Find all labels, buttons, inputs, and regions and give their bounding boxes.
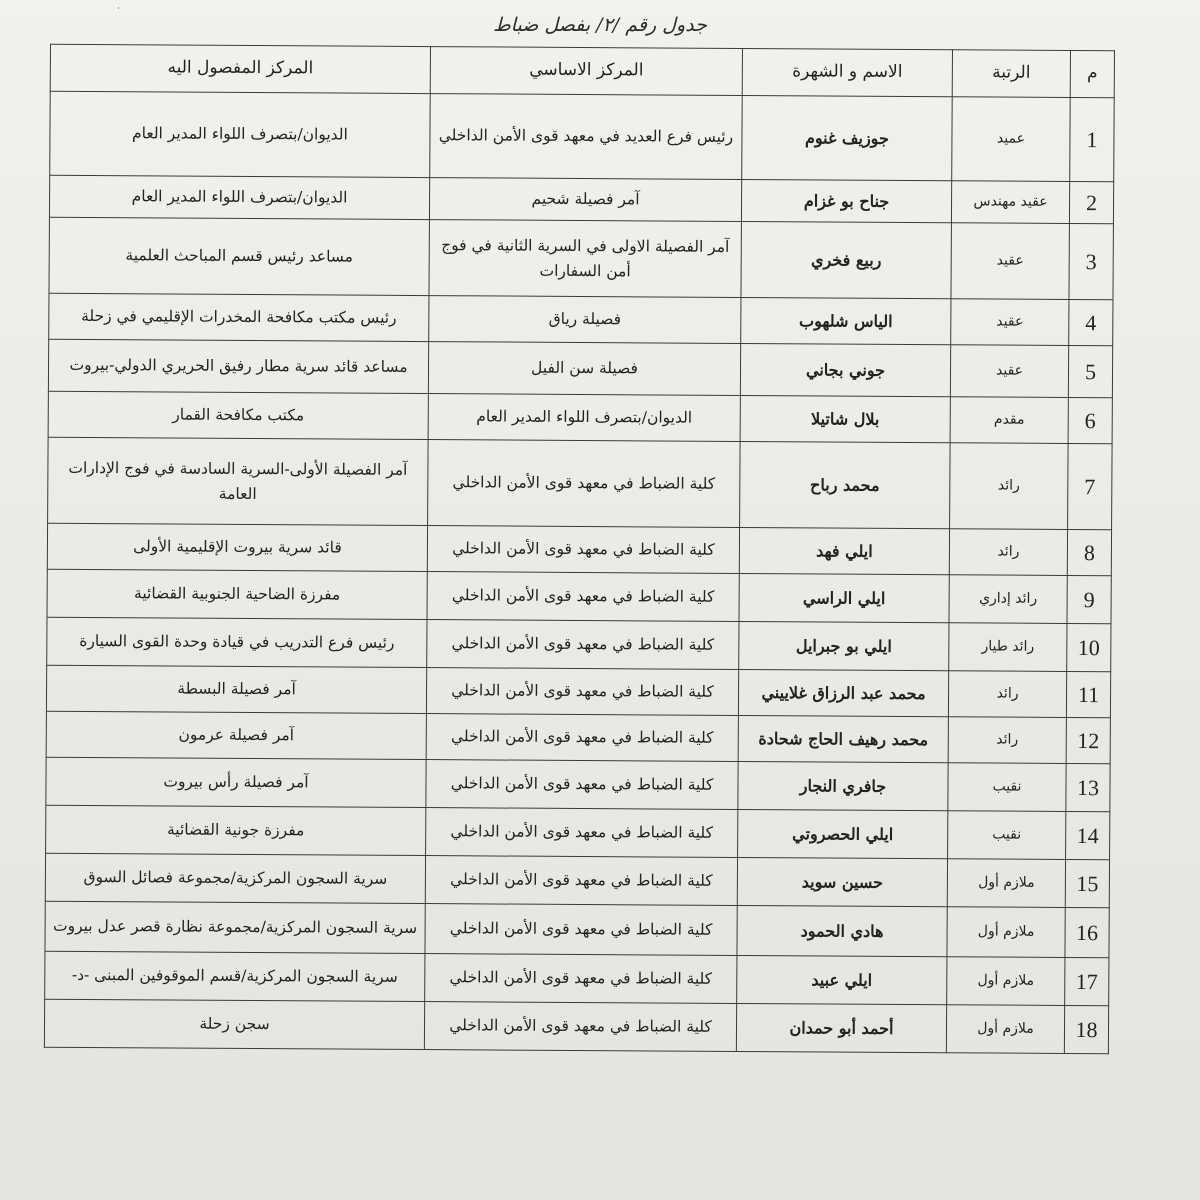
- row-number: 10: [1067, 623, 1111, 671]
- row-rank: رائد: [950, 443, 1069, 530]
- row-destination: سرية السجون المركزية/مجموعة فصائل السوق: [45, 853, 425, 903]
- row-origin: رئيس فرع العديد في معهد قوى الأمن الداخلي: [430, 94, 743, 180]
- row-destination: آمر فصيلة عرمون: [46, 711, 426, 759]
- row-number: 11: [1066, 671, 1110, 717]
- paper-speck: ˙: [116, 7, 121, 18]
- row-rank: عميد: [952, 97, 1071, 182]
- row-destination: مساعد قائد سرية مطار رفيق الحريري الدولي-بيروت: [48, 339, 428, 393]
- table-row: [47, 569, 1111, 623]
- row-name: الياس شلهوب: [741, 297, 951, 344]
- row-rank: عقيد: [951, 223, 1069, 300]
- row-destination: رئيس مكتب مكافحة المخدرات الإقليمي في زحلة: [49, 293, 429, 341]
- row-name: ايلي بو جبرايل: [739, 621, 949, 670]
- row-number: 12: [1066, 717, 1110, 763]
- table-row: [48, 437, 1113, 529]
- row-origin: كلية الضباط في معهد قوى الأمن الداخلي: [426, 808, 738, 858]
- row-name: حسين سويد: [737, 857, 947, 906]
- row-origin: آمر فصيلة شحيم: [429, 178, 741, 222]
- row-number: 6: [1068, 397, 1112, 443]
- row-name: ايلي عبيد: [737, 955, 947, 1004]
- row-destination: قائد سرية بيروت الإقليمية الأولى: [47, 523, 427, 571]
- row-origin: كلية الضباط في معهد قوى الأمن الداخلي: [427, 620, 739, 670]
- row-number: 7: [1068, 443, 1113, 529]
- header-name: الاسم و الشهرة: [742, 48, 952, 96]
- header-num: م: [1070, 50, 1114, 97]
- row-rank: رائد إداري: [949, 575, 1067, 624]
- table-row: [47, 617, 1111, 671]
- row-rank: رائد: [948, 717, 1066, 764]
- row-rank: ملازم أول: [947, 859, 1065, 908]
- header-origin: المركز الاساسي: [430, 47, 742, 96]
- row-rank: عقيد: [951, 299, 1069, 346]
- row-destination: آمر فصيلة رأس بيروت: [46, 757, 426, 807]
- row-destination: آمر الفصيلة الأولى-السرية السادسة في فوج الإدارات العامة: [48, 437, 429, 525]
- table-row: [48, 339, 1112, 397]
- header-rank: الرتبة: [952, 50, 1070, 98]
- row-number: 16: [1065, 907, 1109, 957]
- row-destination: الديوان/بتصرف اللواء المدير العام: [50, 91, 431, 177]
- row-destination: الديوان/بتصرف اللواء المدير العام: [49, 175, 429, 219]
- row-number: 14: [1066, 811, 1110, 859]
- table-row: [45, 951, 1109, 1005]
- table-row: [45, 901, 1109, 957]
- table-row: [45, 853, 1109, 907]
- table-row: [49, 217, 1113, 299]
- row-name: ايلي الحصروتي: [738, 809, 948, 858]
- row-name: محمد رهيف الحاج شحادة: [738, 715, 948, 762]
- row-origin: كلية الضباط في معهد قوى الأمن الداخلي: [427, 526, 739, 574]
- row-destination: مساعد رئيس قسم المباحث العلمية: [49, 217, 429, 295]
- row-rank: ملازم أول: [947, 907, 1065, 958]
- row-destination: رئيس فرع التدريب في قيادة وحدة القوى السيارة: [47, 617, 427, 667]
- row-origin: كلية الضباط في معهد قوى الأمن الداخلي: [428, 440, 741, 528]
- row-origin: كلية الضباط في معهد قوى الأمن الداخلي: [425, 954, 737, 1004]
- table-row: [50, 91, 1114, 181]
- row-destination: مكتب مكافحة القمار: [48, 391, 428, 439]
- table-row: [46, 805, 1110, 859]
- row-name: جناح بو غزام: [741, 179, 951, 222]
- row-number: 9: [1067, 575, 1111, 623]
- row-number: 13: [1066, 763, 1110, 811]
- row-origin: كلية الضباط في معهد قوى الأمن الداخلي: [425, 904, 737, 956]
- row-origin: الديوان/بتصرف اللواء المدير العام: [428, 394, 740, 442]
- row-rank: ملازم أول: [946, 1005, 1064, 1054]
- table-row: [49, 175, 1113, 223]
- table-row: [46, 711, 1110, 763]
- row-name: أحمد أبو حمدان: [736, 1003, 946, 1052]
- row-number: 18: [1064, 1005, 1108, 1053]
- row-rank: رائد: [949, 529, 1067, 576]
- row-origin: كلية الضباط في معهد قوى الأمن الداخلي: [424, 1002, 736, 1052]
- row-rank: عقيد مهندس: [951, 181, 1069, 224]
- row-number: 5: [1068, 345, 1112, 397]
- table-row: [48, 391, 1112, 443]
- row-name: جوزيف غنوم: [742, 95, 953, 180]
- table-row: [47, 523, 1111, 575]
- row-destination: مفرزة الضاحية الجنوبية القضائية: [47, 569, 427, 619]
- row-rank: عقيد: [950, 345, 1068, 398]
- row-origin: كلية الضباط في معهد قوى الأمن الداخلي: [426, 760, 738, 810]
- row-destination: سرية السجون المركزية/قسم الموقوفين المبنى -د-: [45, 951, 425, 1001]
- row-name: هادي الحمود: [737, 905, 947, 956]
- row-rank: مقدم: [950, 397, 1068, 444]
- row-origin: كلية الضباط في معهد قوى الأمن الداخلي: [426, 714, 738, 762]
- row-rank: نقيب: [948, 811, 1066, 860]
- header-destination: المركز المفصول اليه: [50, 44, 430, 93]
- row-name: ايلي الراسي: [739, 573, 949, 622]
- table-row: [44, 999, 1108, 1053]
- row-rank: نقيب: [948, 763, 1066, 812]
- row-number: 1: [1070, 97, 1115, 181]
- row-origin: كلية الضباط في معهد قوى الأمن الداخلي: [426, 668, 738, 716]
- row-name: ربيع فخري: [741, 221, 951, 298]
- row-name: بلال شاتيلا: [740, 395, 950, 442]
- row-number: 3: [1069, 223, 1113, 299]
- table-header-row: [50, 44, 1114, 97]
- row-destination: سرية السجون المركزية/مجموعة نظارة قصر عدل بيروت: [45, 901, 425, 953]
- row-destination: مفرزة جونية القضائية: [46, 805, 426, 855]
- row-origin: كلية الضباط في معهد قوى الأمن الداخلي: [427, 572, 739, 622]
- row-rank: رائد طيار: [949, 623, 1067, 672]
- row-origin: كلية الضباط في معهد قوى الأمن الداخلي: [425, 856, 737, 906]
- row-rank: رائد: [948, 671, 1066, 718]
- row-name: جوني بجاني: [740, 343, 950, 396]
- row-destination: سجن زحلة: [44, 999, 424, 1049]
- document-title: جدول رقم /٢/ بفصل ضباط: [493, 14, 707, 36]
- row-name: محمد رباح: [740, 441, 951, 528]
- row-name: جافري النجار: [738, 761, 948, 810]
- row-number: 17: [1065, 957, 1109, 1005]
- row-number: 4: [1069, 299, 1113, 345]
- row-destination: آمر فصيلة البسطة: [46, 665, 426, 713]
- row-name: محمد عبد الرزاق غلاييني: [738, 669, 948, 716]
- officers-transfer-table: [44, 44, 1115, 1054]
- row-origin: فصيلة رياق: [429, 296, 741, 344]
- row-name: ايلي فهد: [739, 527, 949, 574]
- table-row: [46, 757, 1110, 811]
- row-rank: ملازم أول: [947, 957, 1065, 1006]
- row-number: 15: [1065, 859, 1109, 907]
- row-number: 8: [1067, 529, 1111, 575]
- row-origin: آمر الفصيلة الاولى في السرية الثانية في فوج أمن السفارات: [429, 220, 741, 298]
- row-origin: فصيلة سن الفيل: [428, 342, 740, 396]
- row-number: 2: [1069, 181, 1113, 223]
- table-row: [46, 665, 1110, 717]
- table-row: [49, 293, 1113, 345]
